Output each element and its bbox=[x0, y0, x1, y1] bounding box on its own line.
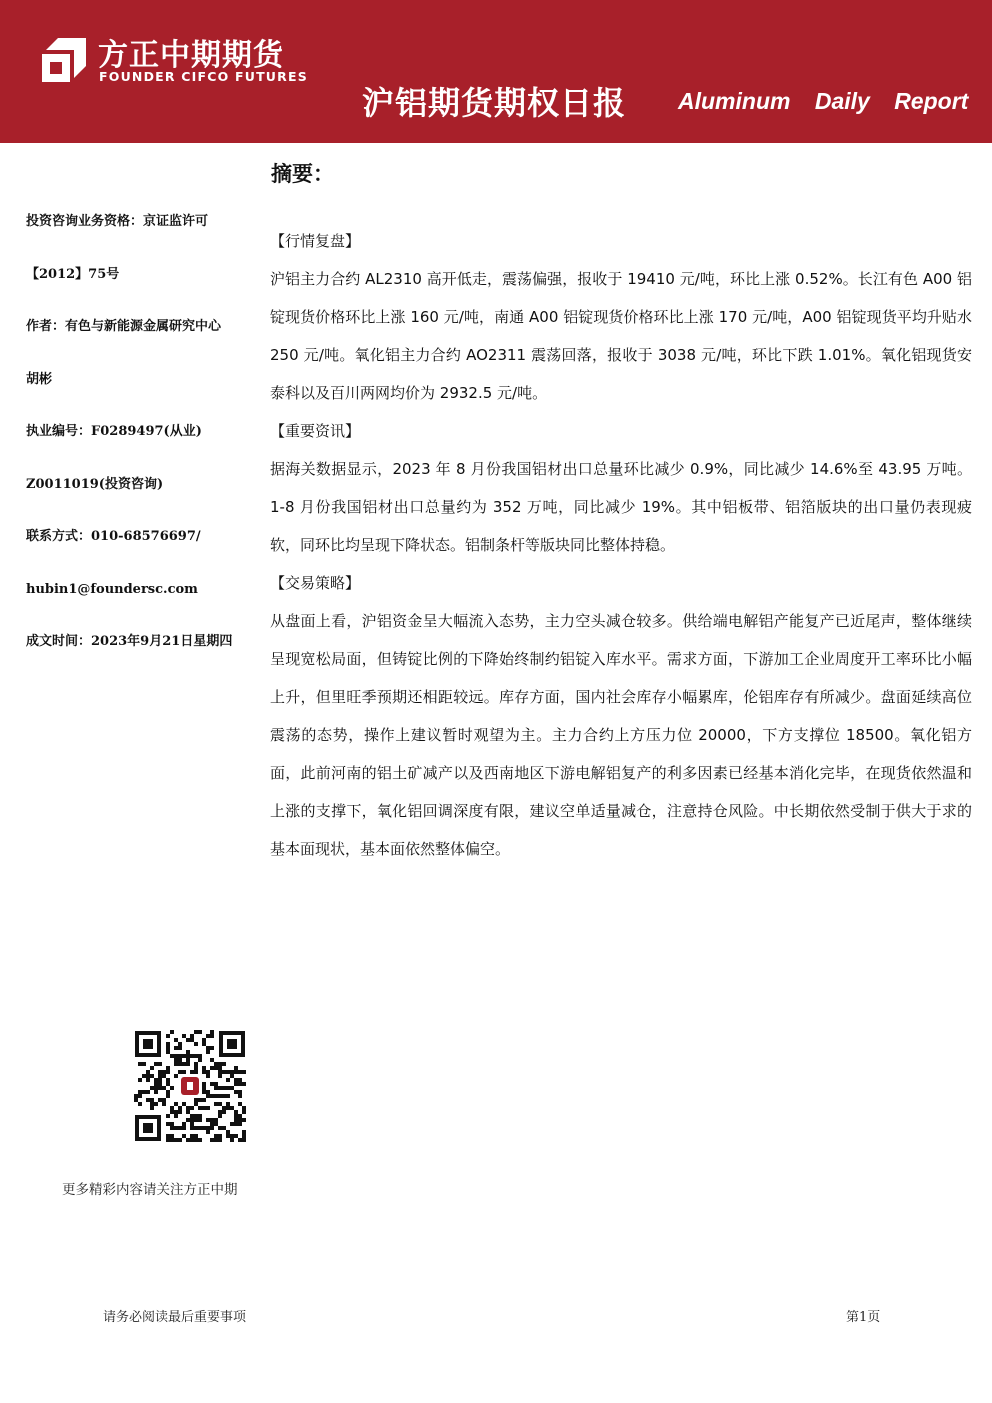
qr-code-icon bbox=[134, 1030, 246, 1142]
key-news-section bbox=[270, 412, 972, 564]
qualification-line-1: 投资咨询业务资格：京证监许可 bbox=[26, 214, 209, 229]
trading-strategy-body: 从盘面上看，沪铝资金呈大幅流入态势，主力空头减仓较多。供给端电解铝产能复产已近尾声，整体继续呈现宽松局面，但铸锭比例的下降始终制约铝锭入库水平。需求方面，下游加工企业周度开工率环比小幅上升，但里旺季预期还相距较远。库存方面，国内社会库存小幅累库，伦铝库存有所减少。盘面延续高位震荡的态势，操作上建议暂时观望为主。主力合约上方压力位 20000，下方支撑位 18500。氧化铝方面，此前河南的铝土矿减产以及西南地区下游电解铝复产的利多因素已经基本消化完毕，在现货依然温和上涨的支撑下，氧化铝回调深度有限，建议空单适量减仓，注意持仓风险。中长期依然受制于供大于求的基本面现状，基本面依然整体偏空。 bbox=[270, 612, 972, 858]
qr-caption: 更多精彩内容请关注方正中期 bbox=[62, 1182, 238, 1198]
page-number: 第1页 bbox=[846, 1310, 881, 1325]
founder-logo-icon bbox=[40, 36, 88, 84]
market-review-heading: 【行情复盘】 bbox=[270, 232, 361, 250]
trading-strategy-heading: 【交易策略】 bbox=[270, 574, 361, 592]
summary-title: 摘要： bbox=[271, 162, 334, 186]
contact-email[interactable]: hubin1@foundersc.com bbox=[26, 581, 198, 597]
practice-number: 执业编号：F0289497(从业) bbox=[26, 424, 202, 439]
report-title-chinese: 沪铝期货期权日报 bbox=[362, 84, 627, 122]
author-team: 作者：有色与新能源金属研究中心 bbox=[26, 319, 222, 334]
report-content bbox=[270, 222, 972, 868]
report-date: 成文时间：2023年9月21日星期四 bbox=[26, 634, 233, 649]
report-title-english: Aluminum Daily Report bbox=[678, 88, 969, 114]
trading-strategy-section bbox=[270, 564, 972, 868]
market-review-section bbox=[270, 222, 972, 412]
footer-disclaimer: 请务必阅读最后重要事项 bbox=[103, 1310, 247, 1325]
author-info-sidebar bbox=[26, 212, 261, 685]
market-review-body: 沪铝主力合约 AL2310 高开低走，震荡偏强，报收于 19410 元/吨，环比上涨 0.52%。长江有色 A00 铝锭现货价格环比上涨 160 元/吨，南通 A00 铝锭现货价格环比上涨 170 元/吨，A00 铝锭现货平均升贴水 250 元/吨。氧化铝主力合约 AO2311 震荡回落，报收于 3038 元/吨，环比下跌 1.01%。氧化铝现货安泰科以及百川两网均价为 2932.5 元/吨。 bbox=[270, 270, 972, 402]
logo-english-name: FOUNDER CIFCO FUTURES bbox=[99, 69, 308, 84]
report-header bbox=[0, 0, 992, 143]
author-name: 胡彬 bbox=[26, 371, 53, 387]
key-news-heading: 【重要资讯】 bbox=[270, 422, 361, 440]
logo-chinese-name: 方正中期期货 bbox=[98, 38, 284, 73]
qualification-line-2: 【2012】75号 bbox=[26, 266, 120, 282]
contact-phone: 联系方式：010-68576697/ bbox=[26, 529, 201, 544]
key-news-body: 据海关数据显示，2023 年 8 月份我国铝材出口总量环比减少 0.9%，同比减少 14.6%至 43.95 万吨。1-8 月份我国铝材出口总量约为 352 万吨，同比减少 19%。其中铝板带、铝箔版块的出口量仍表现疲软，同环比均呈现下降状态。铝制条杆等版块同比整体持稳。 bbox=[270, 460, 972, 554]
consulting-number: Z0011019(投资咨询) bbox=[26, 476, 164, 492]
